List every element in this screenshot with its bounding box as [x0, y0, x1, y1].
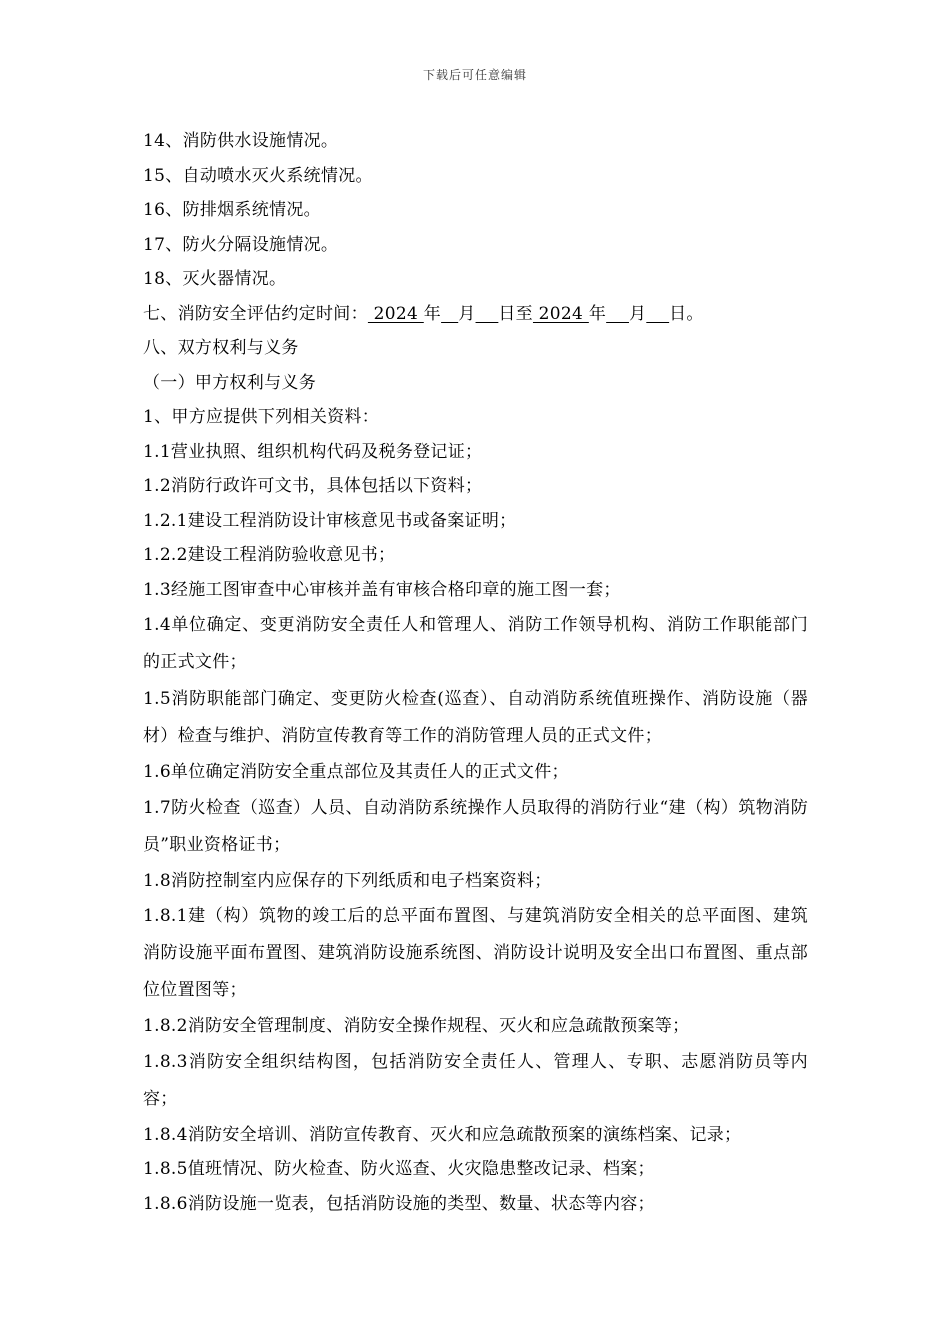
document-body [143, 124, 808, 1221]
month-word-1: 月 [458, 303, 476, 324]
section-8-title: 八、双方权利与义务 [143, 338, 299, 358]
subsection-party-a: （一）甲方权利与义务 [143, 372, 316, 393]
end-year: 2024 [532, 303, 589, 324]
day-word-2: 日。 [669, 303, 704, 324]
clause-1-8-6: 1.8.6消防设施一览表，包括消防设施的类型、数量、状态等内容； [143, 1193, 655, 1214]
item-16: 16、防排烟系统情况。 [143, 200, 321, 220]
end-day-blank [646, 304, 669, 324]
schedule-label: 七、消防安全评估约定时间： [143, 303, 368, 324]
clause-1-8: 1.8消防控制室内应保存的下列纸质和电子档案资料； [143, 870, 552, 891]
clause-1-8-3: 1.8.3消防安全组织结构图，包括消防安全责任人、管理人、专职、志愿消防员等内容； [143, 1051, 808, 1109]
clause-1-5: 1.5消防职能部门确定、变更防火检查(巡查）、自动消防系统值班操作、消防设施（器材）检查与维护、消防宣传教育等工作的消防管理人员的正式文件； [143, 689, 808, 746]
start-day-blank [476, 304, 499, 324]
clause-1-2: 1.2消防行政许可文书，具体包括以下资料； [143, 476, 483, 496]
clause-1-4: 1.4单位确定、变更消防安全责任人和管理人、消防工作领导机构、消防工作职能部门的正式文件； [143, 615, 808, 672]
clause-1-2-2: 1.2.2建设工程消防验收意见书； [143, 545, 396, 565]
clause-1-2-1: 1.2.1建设工程消防设计审核意见书或备案证明； [143, 510, 517, 531]
clause-1-8-4: 1.8.4消防安全培训、消防宣传教育、灭火和应急疏散预案的演练档案、记录； [143, 1124, 742, 1145]
start-year: 2024 [367, 303, 424, 324]
month-word-2: 月 [628, 303, 647, 324]
clause-1-8-5: 1.8.5值班情况、防火检查、防火巡查、火灾隐患整改记录、档案； [143, 1159, 655, 1179]
clause-1: 1、甲方应提供下列相关资料： [143, 407, 380, 427]
day-word-1: 日至 [498, 303, 533, 324]
end-month-blank [606, 304, 629, 324]
clause-1-1: 1.1营业执照、组织机构代码及税务登记证； [143, 441, 483, 462]
clause-1-6: 1.6单位确定消防安全重点部位及其责任人的正式文件； [143, 762, 569, 782]
year-word-1: 年 [423, 303, 442, 324]
schedule-line [143, 297, 808, 332]
item-17: 17、防火分隔设施情况。 [143, 234, 339, 255]
item-18: 18、灭火器情况。 [143, 269, 287, 289]
start-month-blank [441, 304, 458, 324]
clause-1-7: 1.7防火检查（巡查）人员、自动消防系统操作人员取得的消防行业“建（构）筑物消防员”职业资格证书； [143, 797, 808, 855]
header-note: 下载后可任意编辑 [422, 68, 527, 82]
clause-1-8-2: 1.8.2消防安全管理制度、消防安全操作规程、灭火和应急疏散预案等； [143, 1016, 690, 1036]
clause-1-3: 1.3经施工图审查中心审核并盖有审核合格印章的施工图一套； [143, 579, 621, 600]
item-15: 15、自动喷水灭火系统情况。 [143, 165, 373, 186]
year-word-2: 年 [588, 303, 607, 324]
clause-1-8-1: 1.8.1建（构）筑物的竣工后的总平面布置图、与建筑消防安全相关的总平面图、建筑消防设施平面布置图、建筑消防设施系统图、消防设计说明及安全出口布置图、重点部位位置图等； [143, 906, 808, 1000]
item-14: 14、消防供水设施情况。 [143, 131, 339, 151]
